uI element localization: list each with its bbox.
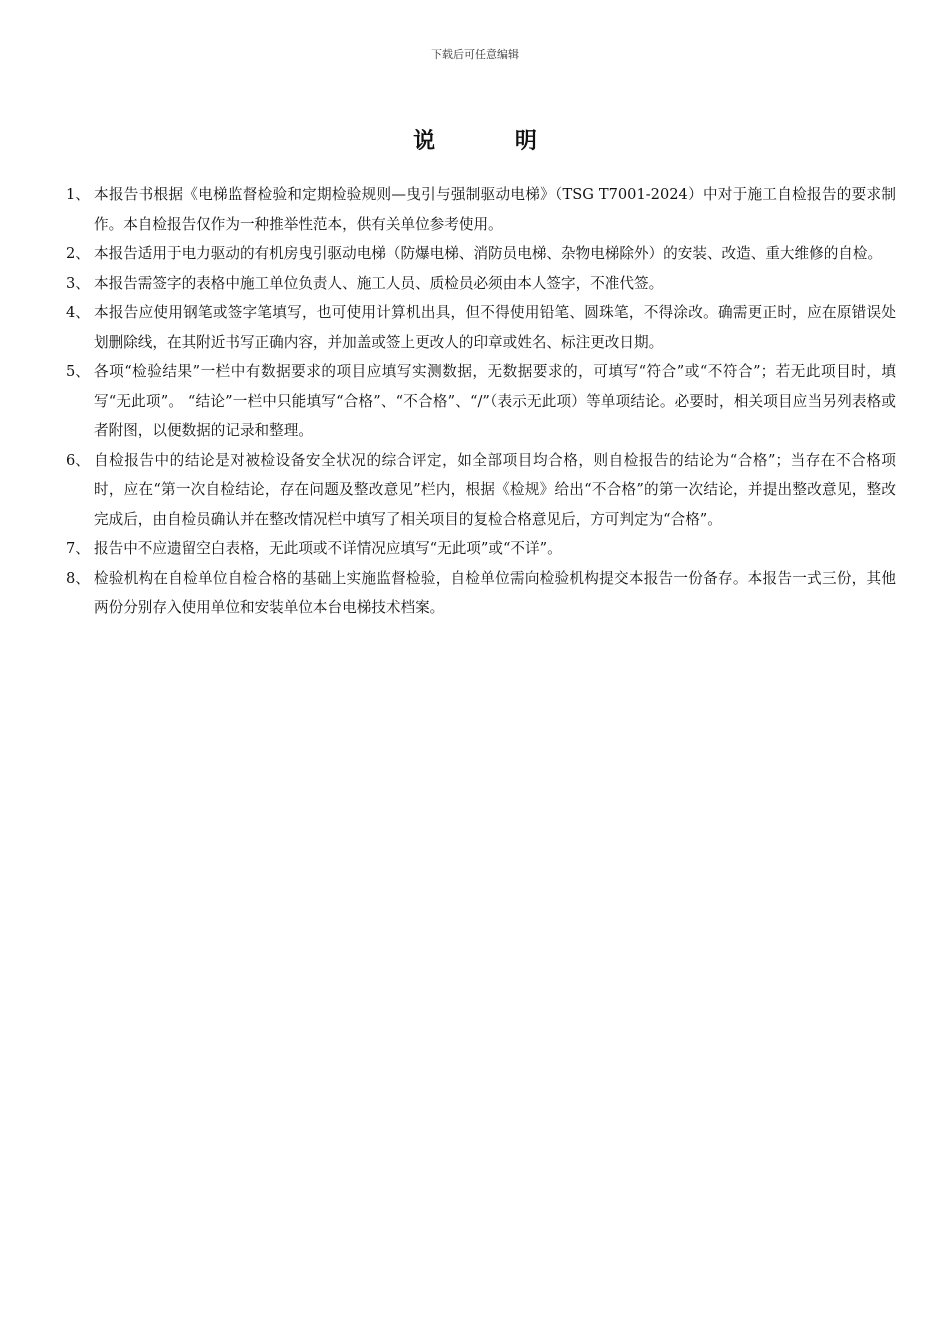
note-item-7: [66, 534, 896, 564]
note-number: 5、: [66, 363, 90, 380]
note-text: 各项“检验结果”一栏中有数据要求的项目应填写实测数据，无数据要求的，可填写“符合”或“不符合”；若无此项目时，填写“无此项”。 “结论”一栏中只能填写“合格”、“不合格”、“/”（表示无此项）等单项结论。必要时，相关项目应当另列表格或者附图，以便数据的记录和整理。: [94, 363, 896, 439]
note-number: 6、: [66, 451, 90, 469]
note-text: 本报告适用于电力驱动的有机房曳引驱动电梯（防爆电梯、消防员电梯、杂物电梯除外）的安装、改造、重大维修的自检。: [94, 245, 883, 262]
note-item-1: [66, 180, 896, 239]
note-number: 4、: [66, 304, 90, 321]
note-number: 3、: [66, 274, 90, 292]
header-note: 下载后可任意编辑: [431, 48, 519, 61]
note-text: 本报告应使用钢笔或签字笔填写，也可使用计算机出具，但不得使用铅笔、圆珠笔，不得涂改。确需更正时，应在原错误处划删除线，在其附近书写正确内容，并加盖或签上更改人的印章或姓名、标注更改日期。: [94, 304, 896, 351]
notes-list: [66, 180, 896, 623]
page-title: 说 明: [413, 128, 573, 154]
note-item-5: [66, 357, 896, 446]
note-item-3: [66, 269, 896, 299]
note-item-4: [66, 298, 896, 357]
note-item-8: [66, 564, 896, 623]
note-number: 8、: [66, 569, 90, 587]
note-number: 7、: [66, 540, 90, 557]
note-text: 自检报告中的结论是对被检设备安全状况的综合评定，如全部项目均合格，则自检报告的结论为“合格”；当存在不合格项时，应在“第一次自检结论，存在问题及整改意见”栏内，根据《检规》给出“不合格”的第一次结论，并提出整改意见，整改完成后，由自检员确认并在整改情况栏中填写了相关项目的复检合格意见后，方可判定为“合格”。: [94, 451, 896, 528]
note-text: 本报告需签字的表格中施工单位负责人、施工人员、质检员必须由本人签字，不准代签。: [94, 274, 664, 292]
note-number: 1、: [66, 186, 90, 203]
note-text: 本报告书根据《电梯监督检验和定期检验规则—曳引与强制驱动电梯》（TSG T7001-2024）中对于施工自检报告的要求制作。本自检报告仅作为一种推举性范本，供有关单位参考使用。: [94, 186, 896, 233]
note-text: 报告中不应遗留空白表格，无此项或不详情况应填写“无此项”或“不详”。: [94, 540, 562, 557]
note-item-6: [66, 446, 896, 535]
note-text: 检验机构在自检单位自检合格的基础上实施监督检验，自检单位需向检验机构提交本报告一份备存。本报告一式三份，其他两份分别存入使用单位和安装单位本台电梯技术档案。: [94, 569, 896, 616]
note-item-2: [66, 239, 896, 269]
note-number: 2、: [66, 245, 90, 262]
